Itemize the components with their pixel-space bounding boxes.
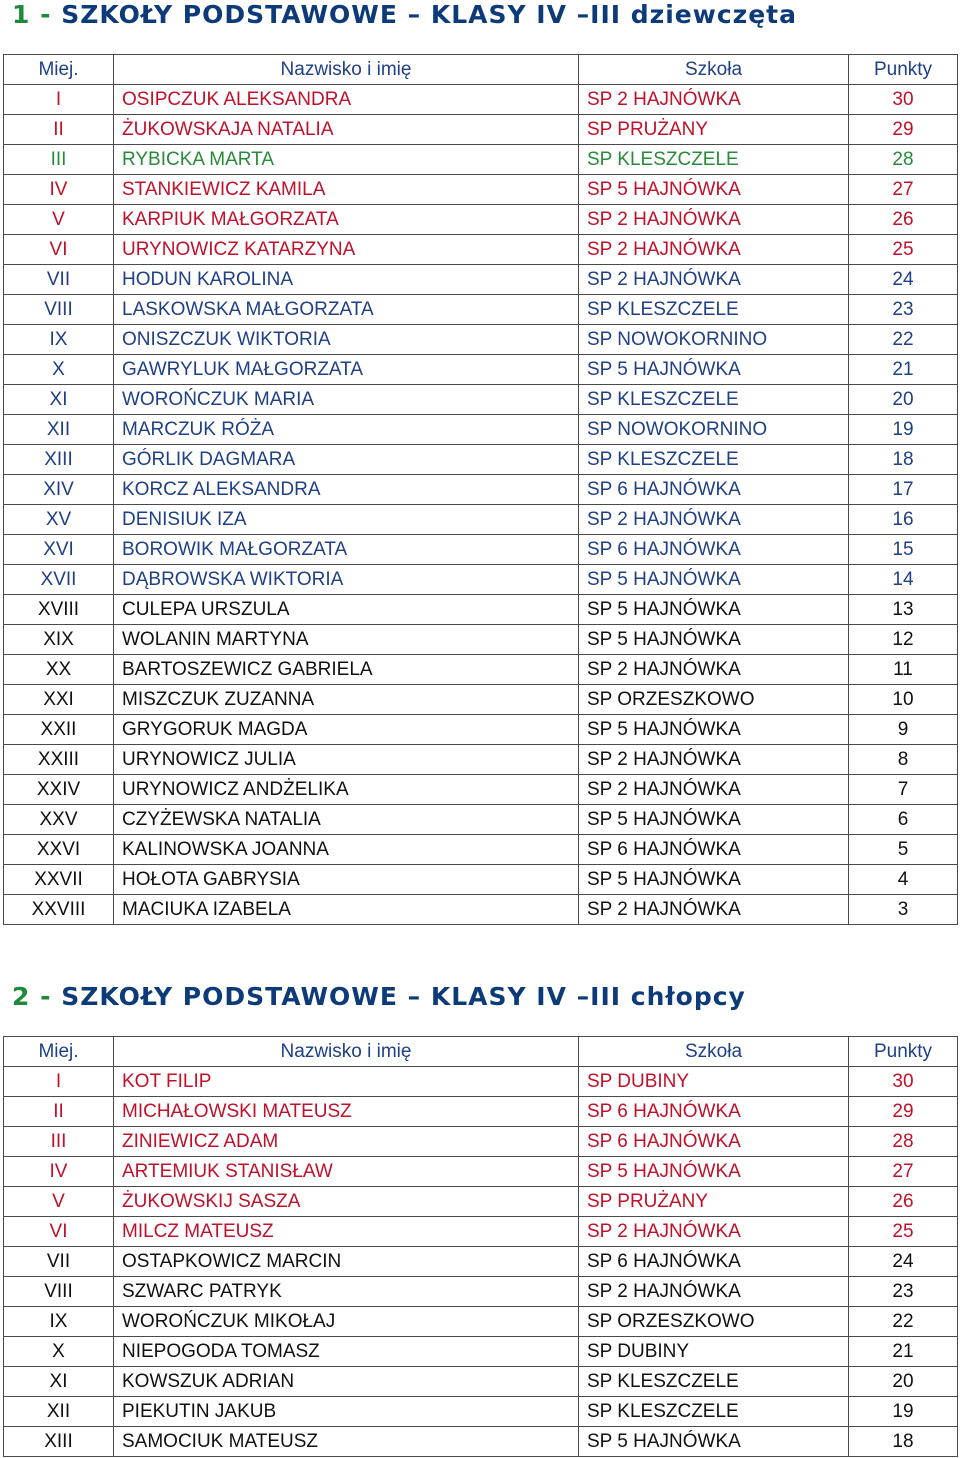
cell-school: SP 5 HAJNÓWKA — [579, 715, 849, 745]
cell-points: 22 — [849, 1307, 958, 1337]
cell-points: 20 — [849, 1367, 958, 1397]
cell-place: VII — [4, 265, 114, 295]
cell-school: SP DUBINY — [579, 1067, 849, 1097]
cell-points: 14 — [849, 565, 958, 595]
cell-points: 22 — [849, 325, 958, 355]
cell-school: SP 2 HAJNÓWKA — [579, 505, 849, 535]
header-points: Punkty — [849, 1037, 958, 1067]
cell-name: OSIPCZUK ALEKSANDRA — [114, 85, 579, 115]
section-1-number: 1 - — [12, 0, 62, 29]
cell-place: XXVIII — [4, 895, 114, 925]
cell-school: SP 2 HAJNÓWKA — [579, 235, 849, 265]
cell-school: SP 2 HAJNÓWKA — [579, 1277, 849, 1307]
cell-school: SP DUBINY — [579, 1337, 849, 1367]
cell-name: DENISIUK IZA — [114, 505, 579, 535]
cell-place: VIII — [4, 1277, 114, 1307]
cell-place: XX — [4, 655, 114, 685]
cell-school: SP 2 HAJNÓWKA — [579, 265, 849, 295]
table-row — [4, 625, 958, 655]
cell-points: 28 — [849, 1127, 958, 1157]
section-1-title — [12, 0, 797, 29]
cell-place: XV — [4, 505, 114, 535]
table-row — [4, 775, 958, 805]
cell-place: VII — [4, 1247, 114, 1277]
cell-place: IV — [4, 1157, 114, 1187]
header-place: Miej. — [4, 55, 114, 85]
section-1-title-text: SZKOŁY PODSTAWOWE – KLASY IV –III dziewczęta — [61, 0, 797, 29]
cell-points: 26 — [849, 1187, 958, 1217]
cell-name: GÓRLIK DAGMARA — [114, 445, 579, 475]
cell-points: 13 — [849, 595, 958, 625]
cell-place: X — [4, 1337, 114, 1367]
cell-name: URYNOWICZ JULIA — [114, 745, 579, 775]
cell-points: 19 — [849, 415, 958, 445]
table-row — [4, 325, 958, 355]
cell-points: 30 — [849, 1067, 958, 1097]
cell-name: NIEPOGODA TOMASZ — [114, 1337, 579, 1367]
table-row — [4, 1067, 958, 1097]
cell-school: SP ORZESZKOWO — [579, 1307, 849, 1337]
cell-school: SP 6 HAJNÓWKA — [579, 835, 849, 865]
cell-place: XIII — [4, 1427, 114, 1457]
table-row — [4, 655, 958, 685]
cell-school: SP 6 HAJNÓWKA — [579, 535, 849, 565]
cell-points: 24 — [849, 1247, 958, 1277]
cell-name: MICHAŁOWSKI MATEUSZ — [114, 1097, 579, 1127]
cell-name: GRYGORUK MAGDA — [114, 715, 579, 745]
table-row — [4, 685, 958, 715]
cell-school: SP 5 HAJNÓWKA — [579, 805, 849, 835]
cell-name: WOROŃCZUK MARIA — [114, 385, 579, 415]
cell-school: SP 6 HAJNÓWKA — [579, 1127, 849, 1157]
cell-points: 21 — [849, 1337, 958, 1367]
cell-school: SP 2 HAJNÓWKA — [579, 775, 849, 805]
table-row — [4, 385, 958, 415]
cell-place: XI — [4, 385, 114, 415]
table-row — [4, 565, 958, 595]
cell-school: SP 5 HAJNÓWKA — [579, 1157, 849, 1187]
section-2-title — [12, 982, 746, 1011]
cell-place: XIX — [4, 625, 114, 655]
cell-place: III — [4, 1127, 114, 1157]
table-row — [4, 895, 958, 925]
table-row — [4, 1187, 958, 1217]
cell-school: SP 5 HAJNÓWKA — [579, 175, 849, 205]
cell-points: 28 — [849, 145, 958, 175]
cell-school: SP NOWOKORNINO — [579, 415, 849, 445]
cell-points: 10 — [849, 685, 958, 715]
cell-name: MACIUKA IZABELA — [114, 895, 579, 925]
cell-name: MARCZUK RÓŻA — [114, 415, 579, 445]
cell-points: 30 — [849, 85, 958, 115]
cell-place: XII — [4, 1397, 114, 1427]
cell-place: XVII — [4, 565, 114, 595]
table-row — [4, 85, 958, 115]
cell-name: ŻUKOWSKAJA NATALIA — [114, 115, 579, 145]
cell-name: GAWRYLUK MAŁGORZATA — [114, 355, 579, 385]
table-row — [4, 535, 958, 565]
cell-points: 8 — [849, 745, 958, 775]
cell-points: 4 — [849, 865, 958, 895]
header-school: Szkoła — [579, 55, 849, 85]
cell-points: 19 — [849, 1397, 958, 1427]
cell-school: SP KLESZCZELE — [579, 1397, 849, 1427]
cell-name: DĄBROWSKA WIKTORIA — [114, 565, 579, 595]
cell-place: XXII — [4, 715, 114, 745]
cell-place: IX — [4, 325, 114, 355]
cell-points: 11 — [849, 655, 958, 685]
cell-school: SP 6 HAJNÓWKA — [579, 475, 849, 505]
cell-name: URYNOWICZ KATARZYNA — [114, 235, 579, 265]
cell-name: WOLANIN MARTYNA — [114, 625, 579, 655]
table-row — [4, 1157, 958, 1187]
cell-place: XII — [4, 415, 114, 445]
cell-school: SP 2 HAJNÓWKA — [579, 205, 849, 235]
cell-points: 23 — [849, 1277, 958, 1307]
cell-name: KORCZ ALEKSANDRA — [114, 475, 579, 505]
cell-points: 16 — [849, 505, 958, 535]
cell-school: SP 6 HAJNÓWKA — [579, 1097, 849, 1127]
header-name: Nazwisko i imię — [114, 55, 579, 85]
cell-place: I — [4, 85, 114, 115]
cell-place: XXVII — [4, 865, 114, 895]
cell-name: HOŁOTA GABRYSIA — [114, 865, 579, 895]
cell-school: SP KLESZCZELE — [579, 1367, 849, 1397]
cell-points: 25 — [849, 1217, 958, 1247]
cell-name: ONISZCZUK WIKTORIA — [114, 325, 579, 355]
cell-points: 29 — [849, 1097, 958, 1127]
table-row — [4, 1307, 958, 1337]
cell-school: SP 2 HAJNÓWKA — [579, 895, 849, 925]
cell-school: SP 2 HAJNÓWKA — [579, 1217, 849, 1247]
cell-points: 9 — [849, 715, 958, 745]
cell-school: SP ORZESZKOWO — [579, 685, 849, 715]
cell-points: 27 — [849, 1157, 958, 1187]
cell-place: V — [4, 205, 114, 235]
table-row — [4, 715, 958, 745]
cell-points: 21 — [849, 355, 958, 385]
cell-points: 18 — [849, 1427, 958, 1457]
cell-school: SP 5 HAJNÓWKA — [579, 595, 849, 625]
cell-school: SP NOWOKORNINO — [579, 325, 849, 355]
table-row — [4, 415, 958, 445]
cell-place: IX — [4, 1307, 114, 1337]
section-2-title-text: SZKOŁY PODSTAWOWE – KLASY IV –III chłopcy — [61, 982, 746, 1011]
cell-school: SP 5 HAJNÓWKA — [579, 355, 849, 385]
cell-school: SP 6 HAJNÓWKA — [579, 1247, 849, 1277]
cell-place: VI — [4, 235, 114, 265]
cell-school: SP 5 HAJNÓWKA — [579, 1427, 849, 1457]
cell-points: 23 — [849, 295, 958, 325]
cell-points: 27 — [849, 175, 958, 205]
table-row — [4, 475, 958, 505]
cell-points: 12 — [849, 625, 958, 655]
table-row — [4, 805, 958, 835]
cell-place: I — [4, 1067, 114, 1097]
cell-name: BOROWIK MAŁGORZATA — [114, 535, 579, 565]
cell-points: 3 — [849, 895, 958, 925]
table-row — [4, 265, 958, 295]
cell-name: KALINOWSKA JOANNA — [114, 835, 579, 865]
cell-name: LASKOWSKA MAŁGORZATA — [114, 295, 579, 325]
table-header-row — [4, 1037, 958, 1067]
table-row — [4, 1427, 958, 1457]
table-row — [4, 1097, 958, 1127]
cell-name: CULEPA URSZULA — [114, 595, 579, 625]
cell-school: SP PRUŻANY — [579, 1187, 849, 1217]
table-row — [4, 1367, 958, 1397]
table-row — [4, 1337, 958, 1367]
section-2-number: 2 - — [12, 982, 62, 1011]
table-header-row — [4, 55, 958, 85]
cell-name: STANKIEWICZ KAMILA — [114, 175, 579, 205]
table-row — [4, 505, 958, 535]
table-row — [4, 1397, 958, 1427]
cell-points: 7 — [849, 775, 958, 805]
cell-place: VI — [4, 1217, 114, 1247]
table-row — [4, 1277, 958, 1307]
cell-place: IV — [4, 175, 114, 205]
cell-name: URYNOWICZ ANDŻELIKA — [114, 775, 579, 805]
cell-place: XVIII — [4, 595, 114, 625]
cell-name: MISZCZUK ZUZANNA — [114, 685, 579, 715]
table-row — [4, 145, 958, 175]
table-row — [4, 1127, 958, 1157]
cell-name: WOROŃCZUK MIKOŁAJ — [114, 1307, 579, 1337]
cell-name: KARPIUK MAŁGORZATA — [114, 205, 579, 235]
table-row — [4, 175, 958, 205]
cell-school: SP 2 HAJNÓWKA — [579, 655, 849, 685]
cell-place: XXIV — [4, 775, 114, 805]
cell-name: ZINIEWICZ ADAM — [114, 1127, 579, 1157]
table-row — [4, 235, 958, 265]
cell-school: SP KLESZCZELE — [579, 445, 849, 475]
table-row — [4, 295, 958, 325]
cell-name: CZYŻEWSKA NATALIA — [114, 805, 579, 835]
cell-name: RYBICKA MARTA — [114, 145, 579, 175]
cell-name: SZWARC PATRYK — [114, 1277, 579, 1307]
cell-place: II — [4, 115, 114, 145]
cell-school: SP 5 HAJNÓWKA — [579, 565, 849, 595]
cell-school: SP 2 HAJNÓWKA — [579, 745, 849, 775]
cell-name: BARTOSZEWICZ GABRIELA — [114, 655, 579, 685]
cell-school: SP KLESZCZELE — [579, 145, 849, 175]
cell-place: XXV — [4, 805, 114, 835]
table-row — [4, 205, 958, 235]
cell-place: XVI — [4, 535, 114, 565]
results-table-boys — [3, 1036, 958, 1457]
header-name: Nazwisko i imię — [114, 1037, 579, 1067]
cell-place: XIII — [4, 445, 114, 475]
cell-school: SP KLESZCZELE — [579, 385, 849, 415]
table-row — [4, 355, 958, 385]
cell-place: V — [4, 1187, 114, 1217]
cell-points: 20 — [849, 385, 958, 415]
table-row — [4, 865, 958, 895]
table-row — [4, 835, 958, 865]
cell-name: MILCZ MATEUSZ — [114, 1217, 579, 1247]
cell-school: SP PRUŻANY — [579, 115, 849, 145]
cell-name: ŻUKOWSKIJ SASZA — [114, 1187, 579, 1217]
results-table-girls — [3, 54, 958, 925]
header-school: Szkoła — [579, 1037, 849, 1067]
cell-name: HODUN KAROLINA — [114, 265, 579, 295]
cell-place: VIII — [4, 295, 114, 325]
table-row — [4, 745, 958, 775]
cell-place: XI — [4, 1367, 114, 1397]
table-row — [4, 1247, 958, 1277]
cell-points: 6 — [849, 805, 958, 835]
cell-place: XXVI — [4, 835, 114, 865]
cell-name: KOT FILIP — [114, 1067, 579, 1097]
cell-place: XIV — [4, 475, 114, 505]
table-row — [4, 445, 958, 475]
cell-place: XXI — [4, 685, 114, 715]
cell-points: 17 — [849, 475, 958, 505]
cell-school: SP KLESZCZELE — [579, 295, 849, 325]
cell-points: 24 — [849, 265, 958, 295]
cell-place: X — [4, 355, 114, 385]
cell-place: III — [4, 145, 114, 175]
cell-points: 29 — [849, 115, 958, 145]
cell-points: 15 — [849, 535, 958, 565]
header-place: Miej. — [4, 1037, 114, 1067]
cell-place: XXIII — [4, 745, 114, 775]
cell-name: OSTAPKOWICZ MARCIN — [114, 1247, 579, 1277]
table-row — [4, 115, 958, 145]
table-row — [4, 595, 958, 625]
cell-school: SP 5 HAJNÓWKA — [579, 625, 849, 655]
cell-school: SP 2 HAJNÓWKA — [579, 85, 849, 115]
cell-points: 25 — [849, 235, 958, 265]
cell-name: ARTEMIUK STANISŁAW — [114, 1157, 579, 1187]
cell-points: 5 — [849, 835, 958, 865]
cell-name: PIEKUTIN JAKUB — [114, 1397, 579, 1427]
cell-points: 18 — [849, 445, 958, 475]
cell-points: 26 — [849, 205, 958, 235]
cell-place: II — [4, 1097, 114, 1127]
cell-name: KOWSZUK ADRIAN — [114, 1367, 579, 1397]
cell-name: SAMOCIUK MATEUSZ — [114, 1427, 579, 1457]
header-points: Punkty — [849, 55, 958, 85]
cell-school: SP 5 HAJNÓWKA — [579, 865, 849, 895]
table-row — [4, 1217, 958, 1247]
